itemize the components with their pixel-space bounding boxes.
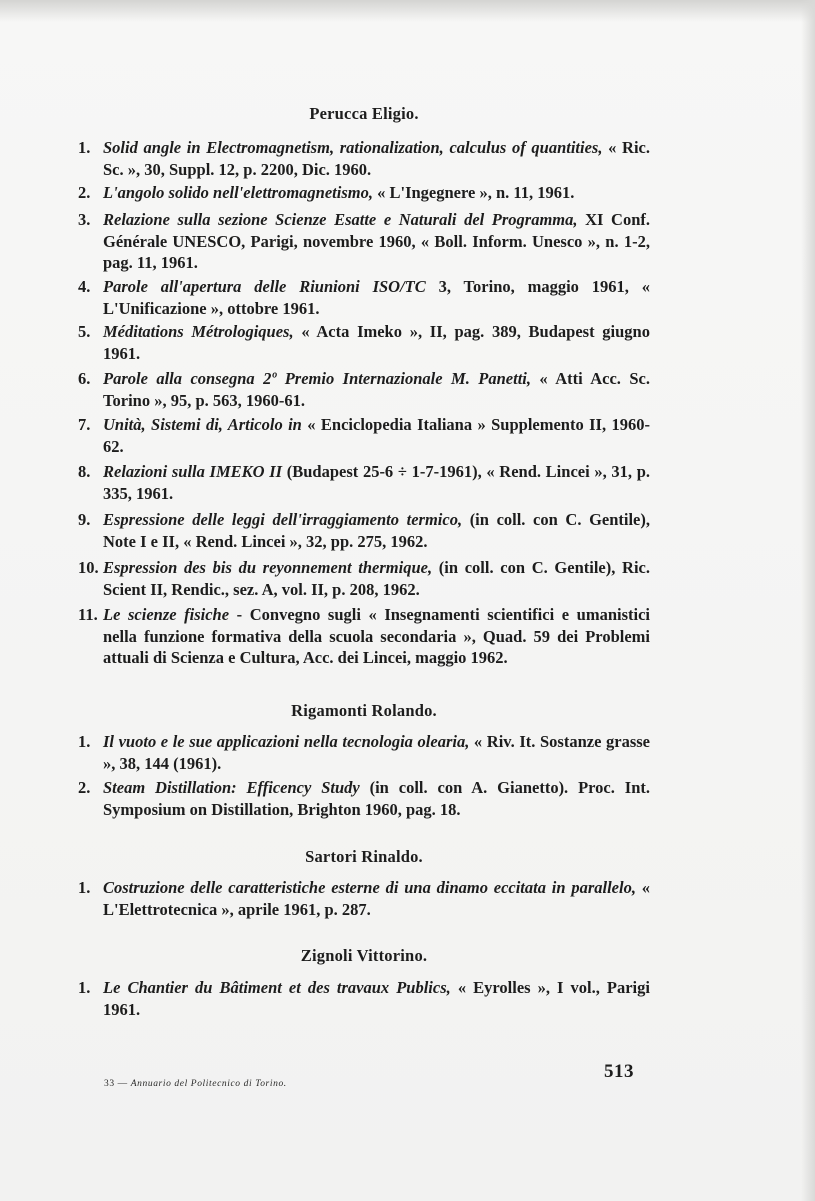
section-heading-rigamonti: Rigamonti Rolando. [291, 701, 437, 720]
list-item [78, 368, 650, 411]
entry-details: « Acta Imeko », II, pag. 389, Budapest giugno 1961. [103, 322, 650, 363]
entry-title: Relazione sulla sezione Scienze Esatte e Naturali del Programma, [103, 210, 578, 229]
entry-title: Parole all'apertura delle Riunioni ISO/TC [103, 277, 426, 296]
list-item [78, 977, 650, 1020]
entry-details: « L'Elettrotecnica », aprile 1961, p. 287. [103, 878, 651, 919]
list-item [78, 509, 650, 552]
entry-title: Il vuoto e le sue applicazioni nella tecnologia olearia, [103, 732, 470, 751]
section-heading-zignoli: Zignoli Vittorino. [300, 946, 428, 965]
entry-number: 4. [78, 277, 91, 296]
footer-note [104, 1079, 287, 1089]
list-item [78, 557, 650, 600]
list-item [78, 137, 650, 180]
entry-number: 10. [78, 558, 99, 577]
entry-title: Solid angle in Electromagnetism, rationalization, calculus of quantities, [103, 138, 603, 157]
list-item [78, 604, 650, 669]
entry-details: « L'Ingegnere », n. 11, 1961. [372, 183, 575, 202]
entry-number: 8. [78, 462, 91, 481]
list-item [78, 209, 650, 274]
footer-prefix: 33 — [104, 1079, 131, 1089]
section-heading-perucca: Perucca Eligio. [309, 104, 419, 123]
entry-number: 6. [78, 369, 91, 388]
entry-details: (in coll. con A. Gianetto). Proc. Int. Symposium on Distillation, Brighton 1960, pag. 18. [103, 778, 650, 819]
entry-number: 11. [78, 605, 98, 624]
entry-details: XI Conf. Générale UNESCO, Parigi, novembre 1960, « Boll. Inform. Unesco », n. 1-2, pag. 11, 1961. [103, 210, 650, 272]
entry-title: Le Chantier du Bâtiment et des travaux Publics, [103, 978, 451, 997]
entry-title: Méditations Métrologiques, [103, 322, 294, 341]
footer-publication: Annuario del Politecnico di Torino. [130, 1079, 287, 1089]
scan-shadow-right [801, 0, 815, 1201]
entry-details: « Riv. It. Sostanze grasse », 38, 144 (1961). [103, 732, 650, 773]
entry-details: (in coll. con C. Gentile), Ric. Scient II, Rendic., sez. A, vol. II, p. 208, 1962. [103, 558, 650, 599]
section-heading-sartori: Sartori Rinaldo. [305, 847, 423, 866]
entry-title: Relazioni sulla IMEKO II [103, 462, 283, 481]
list-item [78, 182, 650, 204]
list-item [78, 276, 650, 319]
entry-number: 1. [78, 978, 91, 997]
list-item [78, 777, 650, 820]
list-item [78, 414, 650, 457]
entry-title: L'angolo solido nell'elettromagnetismo, [103, 183, 373, 202]
list-item [78, 877, 650, 920]
entry-details: « Enciclopedia Italiana » Supplemento II, 1960-62. [103, 415, 650, 456]
entry-title: Espressione delle leggi dell'irraggiamento termico, [103, 510, 463, 529]
entry-details: (Budapest 25-6 ÷ 1-7-1961), « Rend. Lincei », 31, p. 335, 1961. [103, 462, 650, 503]
entry-details: 3, Torino, maggio 1961, « L'Unificazione », ottobre 1961. [103, 277, 651, 318]
entry-number: 3. [78, 210, 91, 229]
entry-details: (in coll. con C. Gentile), Note I e II, « Rend. Lincei », 32, pp. 275, 1962. [103, 510, 651, 551]
list-item [78, 731, 650, 774]
entry-title: Steam Distillation: Efficency Study [103, 778, 360, 797]
entry-number: 9. [78, 510, 91, 529]
list-item [78, 321, 650, 364]
entry-number: 1. [78, 138, 91, 157]
entry-details: « Eyrolles », I vol., Parigi 1961. [103, 978, 650, 1019]
entry-number: 1. [78, 878, 91, 897]
entry-number: 1. [78, 732, 91, 751]
entry-number: 2. [78, 183, 91, 202]
entry-number: 5. [78, 322, 91, 341]
entry-details: - Convegno sugli « Insegnamenti scientifici e umanistici nella funzione formativa della scuola secondaria », Quad. 59 dei Problemi attuali di Scienza e Cultura, Acc. dei Lincei, maggio 1962. [103, 605, 650, 667]
entry-title: Unità, Sistemi di, Articolo in [103, 415, 302, 434]
entry-number: 2. [78, 778, 91, 797]
entry-title: Costruzione delle caratteristiche esterne di una dinamo eccitata in parallelo, [103, 878, 636, 897]
entry-details: « Ric. Sc. », 30, Suppl. 12, p. 2200, Dic. 1960. [103, 138, 650, 179]
scan-shadow-top [0, 0, 815, 22]
entry-title: Espression des bis du reyonnement thermique, [103, 558, 433, 577]
entry-title: Le scienze fisiche [103, 605, 230, 624]
page-number: 513 [604, 1061, 634, 1082]
entry-details: « Atti Acc. Sc. Torino », 95, p. 563, 1960-61. [103, 369, 650, 410]
list-item [78, 461, 650, 504]
entry-number: 7. [78, 415, 91, 434]
entry-title: Parole alla consegna 2º Premio Internazionale M. Panetti, [103, 369, 531, 388]
